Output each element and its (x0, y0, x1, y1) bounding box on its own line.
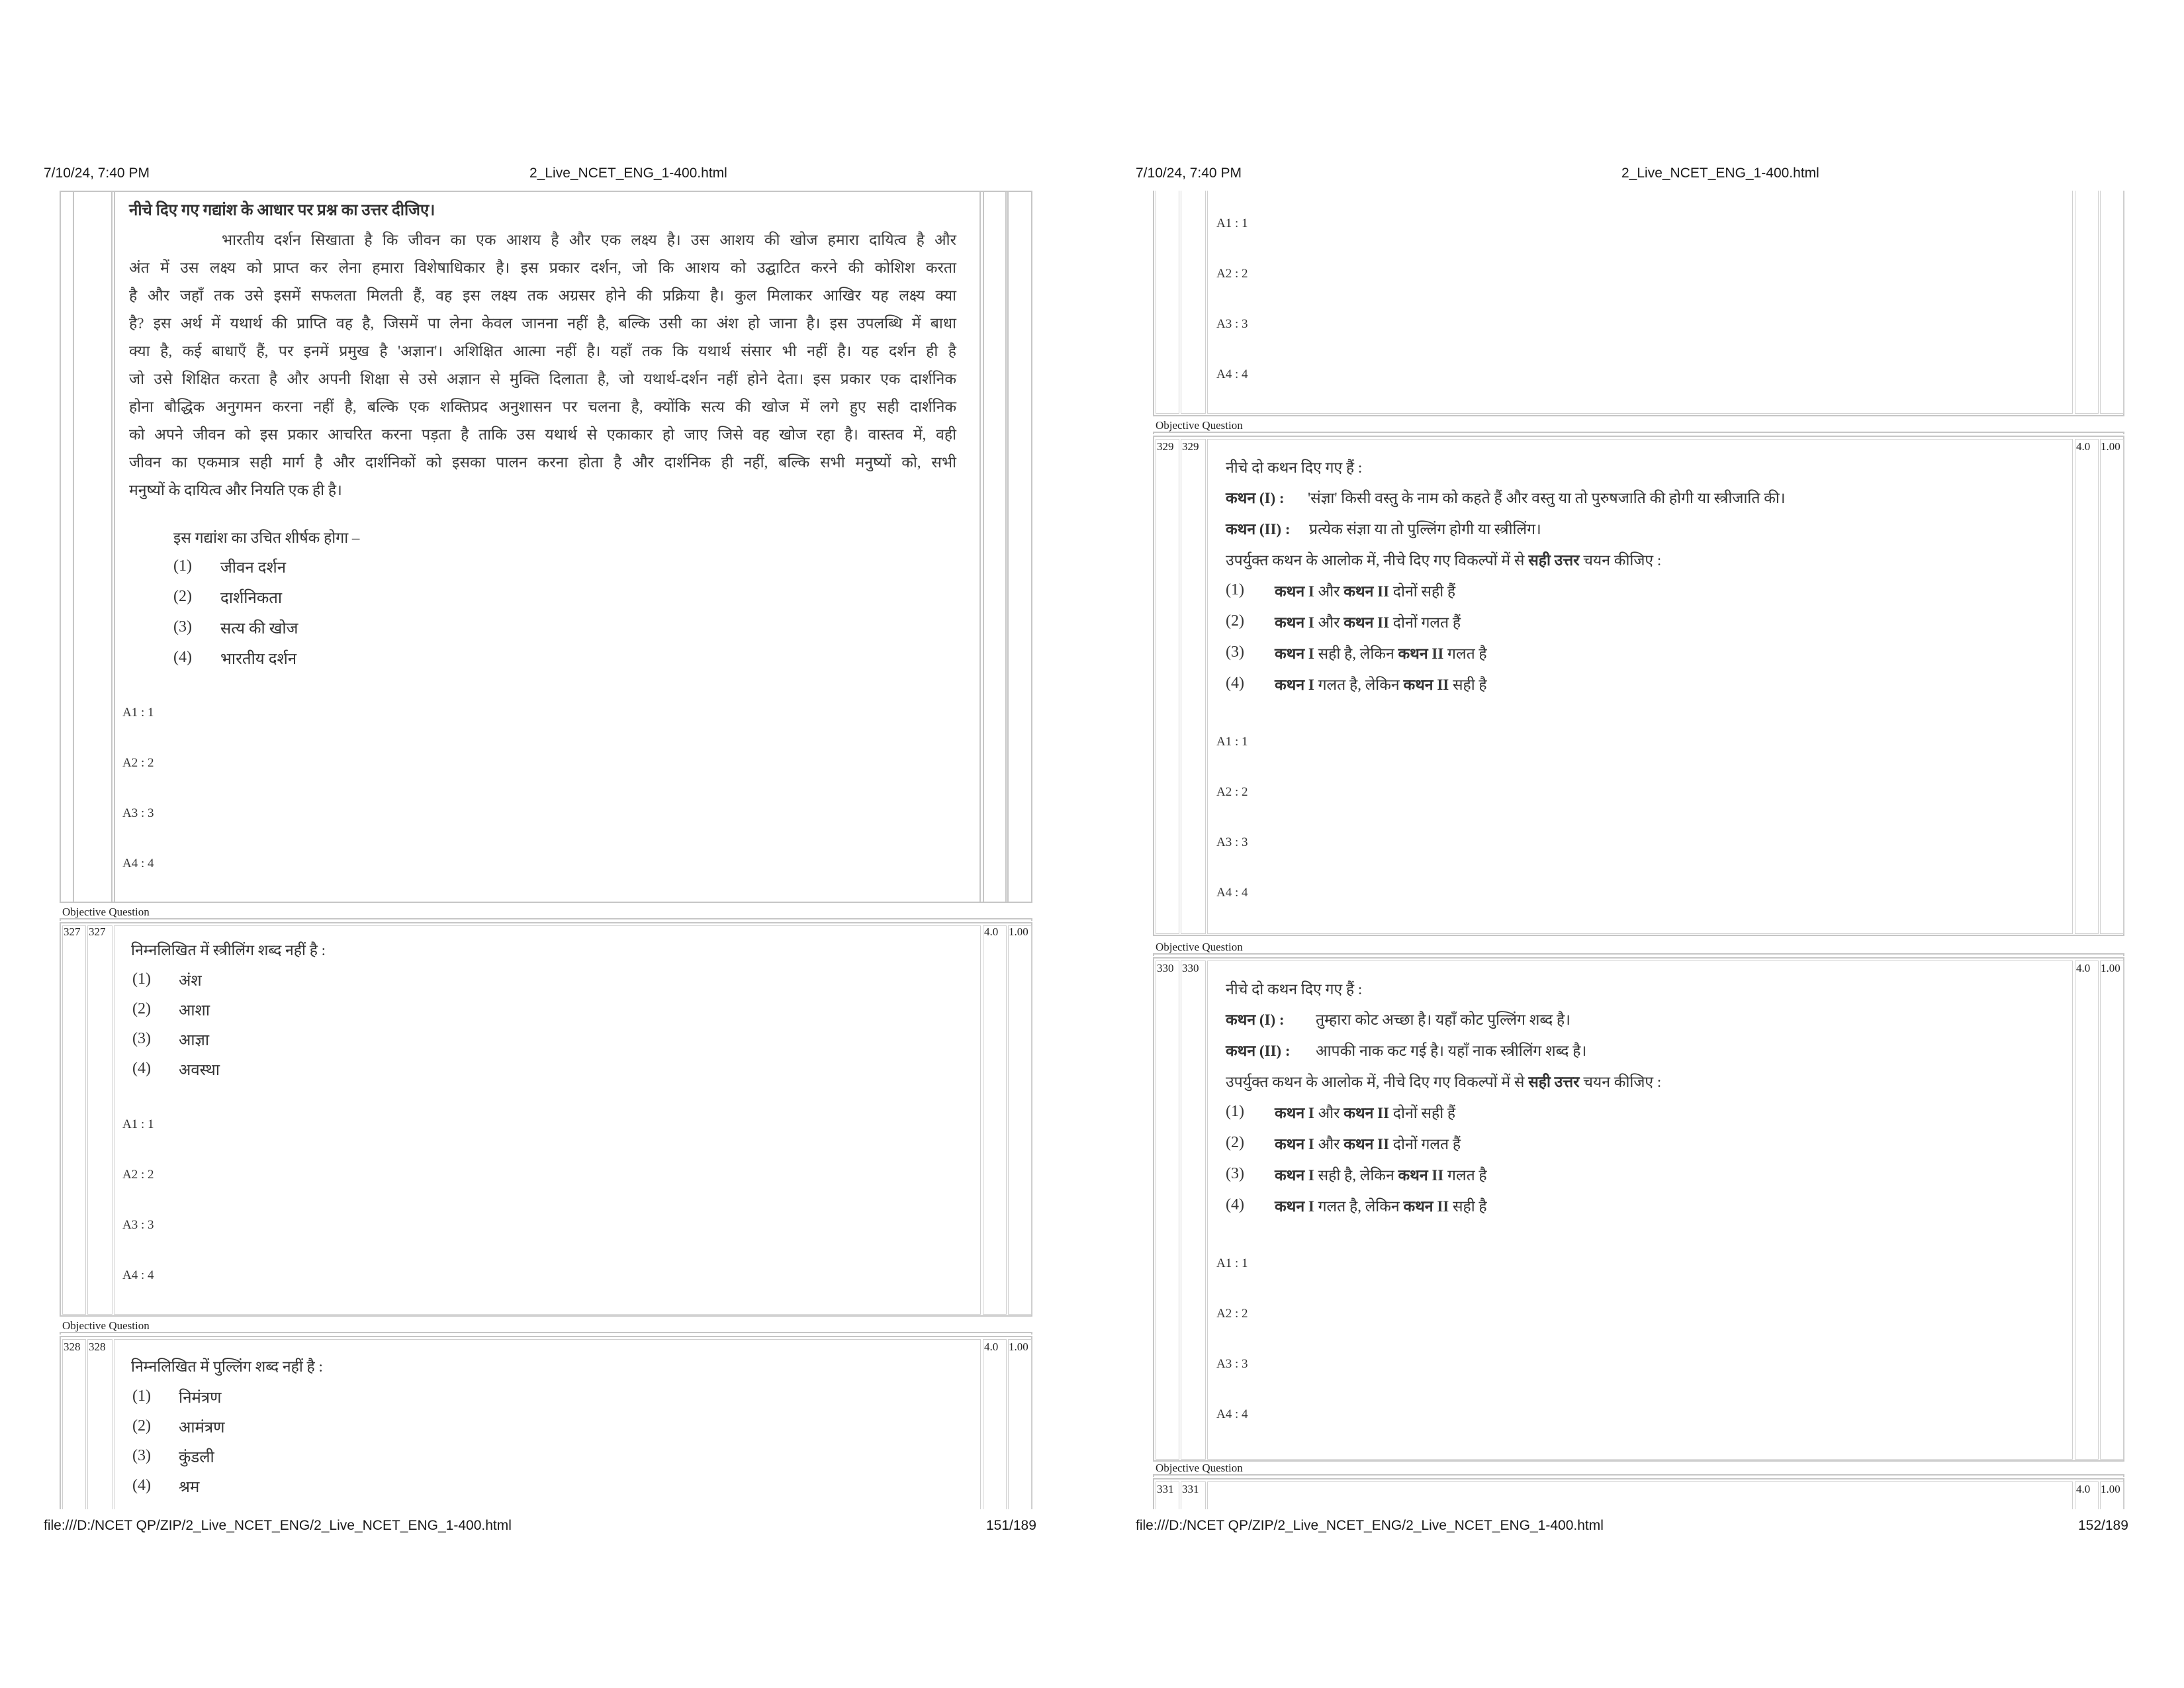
q328-answer-4: A4 : 4 (1216, 367, 1248, 381)
footer-page-number: 151/189 (986, 1518, 1036, 1533)
q327-sno-cell (62, 925, 86, 1315)
q331-body (1207, 1481, 2073, 1509)
q327-answer-1: A1 : 1 (122, 1117, 154, 1131)
q327-body (114, 925, 981, 1315)
q328-separator (60, 1332, 1032, 1335)
q326-answer-2: A2 : 2 (122, 756, 154, 770)
q330-opt3-num: (3) (1226, 1165, 1244, 1182)
q328-cont-sno-cell (1156, 191, 1179, 414)
q330-s1-text: तुम्हारा कोट अच्छा है। यहाँ कोट पुल्लिंग शब्द है। (1316, 1011, 1570, 1028)
q330-marks-cell (2075, 961, 2099, 1460)
q326-passage-line-6: जो उसे शिक्षित करता है और अपनी शिक्षा से उसे अज्ञान से मुक्ति दिलाता है, जो यथार्थ-दर्शन नहीं होने देता। इस प्रकार एक दार्शनिक (129, 371, 956, 387)
q329-opt1-num: (1) (1226, 581, 1244, 598)
q330-answer-1: A1 : 1 (1216, 1256, 1248, 1270)
q330-qid-cell (1181, 961, 1206, 1460)
page-152 (1092, 0, 2184, 1688)
q326-passage-line-3: है और जहाँ तक उसे इसमें सफलता मिलती हैं, वह इस लक्ष्य तक अग्रसर होने की प्रक्रिया है। कुल मिलाकर आखिर यह लक्ष्य क्या (129, 287, 956, 304)
q330-answer-4: A4 : 4 (1216, 1407, 1248, 1421)
q326-passage-line-8: को अपने जीवन को इस प्रकार आचरित करना पड़ता है ताकि उस यथार्थ से एकाकार हो जाए जिसे वह खोज रहा है। वास्तव में, वही (129, 426, 956, 443)
q329-opt2-text: कथन I और कथन II दोनों गलत हैं (1275, 614, 1461, 631)
q329-qid-cell (1181, 439, 1206, 934)
q329-type-label: Objective Question (1156, 419, 1243, 432)
footer-page-number: 152/189 (2078, 1518, 2128, 1533)
q330-neg-cell (2100, 961, 2124, 1460)
q329-neg-cell (2100, 439, 2124, 934)
q330-sno: 330 (1157, 962, 1174, 974)
q330-opt4-text: कथन I गलत है, लेकिन कथन II सही है (1275, 1198, 1487, 1215)
q327-separator (60, 918, 1032, 921)
q327-answer-4: A4 : 4 (122, 1268, 154, 1282)
q327-neg: 1.00 (1009, 925, 1028, 938)
q329-qid: 329 (1182, 440, 1199, 453)
q328-answer-1: A1 : 1 (1216, 216, 1248, 230)
q327-answer-3: A3 : 3 (122, 1218, 154, 1232)
q327-neg-cell (1008, 925, 1032, 1315)
q329-instruction: उपर्युक्त कथन के आलोक में, नीचे दिए गए विकल्पों में से सही उत्तर चयन कीजिए : (1226, 552, 1662, 569)
q328-neg: 1.00 (1009, 1340, 1028, 1353)
q326-opt1-num: (1) (173, 557, 192, 575)
q331-separator (1153, 1474, 2124, 1477)
q327-marks-cell (983, 925, 1007, 1315)
q327-opt4-text: अवस्था (179, 1062, 220, 1079)
q331-type-label: Objective Question (1156, 1462, 1243, 1474)
q327-opt3-text: आज्ञा (179, 1032, 210, 1049)
q330-s2-text: आपकी नाक कट गई है। यहाँ नाक स्त्रीलिंग शब्द है। (1316, 1043, 1587, 1059)
q328-opt4-num: (4) (132, 1477, 151, 1494)
q327-opt2-num: (2) (132, 1000, 151, 1017)
q326-passage-line-7: होना बौद्धिक अनुगमन करना नहीं है, बल्कि एक शक्तिप्रद अनुशासन पर चलना है, क्योंकि सत्य की खोज में लगे हुए सही दार्शनिक (129, 399, 956, 415)
q329-answer-2: A2 : 2 (1216, 785, 1248, 799)
q329-answer-3: A3 : 3 (1216, 835, 1248, 849)
q330-marks: 4.0 (2076, 962, 2091, 974)
q328-opt3-text: कुंडली (179, 1449, 214, 1466)
header-title: 2_Live_NCET_ENG_1-400.html (1621, 165, 1819, 181)
q329-s1-text: 'संज्ञा' किसी वस्तु के नाम को कहते हैं और वस्तु या तो पुरुषजाति की होगी या स्त्रीजाति की। (1308, 490, 1786, 506)
q329-sno: 329 (1157, 440, 1174, 453)
q329-opt3-text: कथन I सही है, लेकिन कथन II गलत है (1275, 645, 1487, 662)
q326-instruction: नीचे दिए गए गद्यांश के आधार पर प्रश्न का उत्तर दीजिए। (129, 202, 435, 219)
q329-answer-4: A4 : 4 (1216, 886, 1248, 900)
q330-opt1-num: (1) (1226, 1103, 1244, 1120)
q327-question: निम्नलिखित में स्त्रीलिंग शब्द नहीं है : (131, 942, 326, 959)
q328-marks-cell (983, 1339, 1007, 1509)
q328-qid: 328 (89, 1340, 106, 1353)
q330-neg: 1.00 (2101, 962, 2120, 974)
q327-opt1-num: (1) (132, 970, 151, 988)
q329-s2-text: प्रत्येक संज्ञा या तो पुल्लिंग होगी या स्त्रीलिंग। (1309, 521, 1541, 538)
q326-question: इस गद्यांश का उचित शीर्षक होगा – (173, 530, 360, 546)
q330-intro: नीचे दो कथन दिए गए हैं : (1226, 981, 1363, 998)
q328-qid-cell (87, 1339, 113, 1509)
q327-type-label: Objective Question (62, 906, 150, 918)
header-title: 2_Live_NCET_ENG_1-400.html (529, 165, 727, 181)
q328-answer-3: A3 : 3 (1216, 317, 1248, 331)
q326-passage-line-1: भारतीय दर्शन सिखाता है कि जीवन का एक आशय है और एक लक्ष्य है। उस आशय की खोज हमारा दायित्व है और (222, 232, 956, 248)
q329-marks: 4.0 (2076, 440, 2091, 453)
q326-answer-4: A4 : 4 (122, 857, 154, 870)
q326-passage-line-4: है? इस अर्थ में यथार्थ की प्राप्ति वह है, जिसमें पा लेना केवल जानना नहीं है, बल्कि उसी का अंश हो जाना है। इस उपलब्धि में बाधा (129, 315, 956, 332)
question-326-marks-col (983, 191, 1007, 903)
q327-opt4-num: (4) (132, 1060, 151, 1077)
q330-opt2-text: कथन I और कथन II दोनों गलत हैं (1275, 1136, 1461, 1152)
q331-neg: 1.00 (2101, 1483, 2120, 1495)
q329-separator (1153, 432, 2124, 434)
q328-opt4-text: श्रम (179, 1479, 200, 1496)
q328-question: निम्नलिखित में पुल्लिंग शब्द नहीं है : (131, 1358, 323, 1375)
q330-separator (1153, 953, 2124, 956)
q326-opt3-text: सत्य की खोज (220, 620, 298, 637)
q330-opt1-text: कथन I और कथन II दोनों सही हैं (1275, 1105, 1456, 1121)
q329-opt4-num: (4) (1226, 675, 1244, 692)
question-326-sno-col (73, 191, 113, 903)
q327-opt1-text: अंश (179, 972, 202, 990)
q331-marks: 4.0 (2076, 1483, 2091, 1495)
header-datetime: 7/10/24, 7:40 PM (1136, 165, 1242, 181)
q329-opt3-num: (3) (1226, 643, 1244, 661)
q326-passage-line-5: क्या है, कई बाधाएँ हैं, पर इनमें प्रमुख है 'अज्ञान'। अशिक्षित आत्मा नहीं है। यहाँ तक कि यथार्थ संसार भी नहीं है। यह दर्शन ही है (129, 343, 956, 359)
q327-marks: 4.0 (984, 925, 999, 938)
q329-s1-label: कथन (I) : (1226, 490, 1285, 506)
q327-sno: 327 (64, 925, 81, 938)
q328-opt2-text: आमंत्रण (179, 1419, 225, 1436)
q326-opt4-num: (4) (173, 649, 192, 666)
q328-cont-marks-cell (2075, 191, 2099, 414)
q328-answer-2: A2 : 2 (1216, 267, 1248, 281)
q328-opt1-text: निमंत्रण (179, 1389, 222, 1407)
question-326-neg-col (1007, 191, 1032, 903)
q326-opt3-num: (3) (173, 618, 192, 635)
q328-type-label: Objective Question (62, 1319, 150, 1332)
q330-instruction: उपर्युक्त कथन के आलोक में, नीचे दिए गए विकल्पों में से सही उत्तर चयन कीजिए : (1226, 1074, 1662, 1090)
q326-opt4-text: भारतीय दर्शन (220, 651, 297, 668)
footer-path[interactable]: file:///D:/NCET QP/ZIP/2_Live_NCET_ENG/2_Live_NCET_ENG_1-400.html (1136, 1518, 1604, 1533)
q328-opt2-num: (2) (132, 1417, 151, 1434)
q326-passage-line-9: जीवन का एकमात्र सही मार्ग है और दार्शनिकों को इसका पालन करना होता है और दार्शनिक ही नहीं, बल्कि सभी मनुष्यों को, सभी (129, 454, 956, 471)
q329-marks-cell (2075, 439, 2099, 934)
q329-opt4-text: कथन I गलत है, लेकिन कथन II सही है (1275, 677, 1487, 693)
q329-neg: 1.00 (2101, 440, 2120, 453)
q326-answer-1: A1 : 1 (122, 706, 154, 720)
q328-sno-cell (62, 1339, 86, 1509)
q331-qid: 331 (1182, 1483, 1199, 1495)
q329-opt2-num: (2) (1226, 612, 1244, 630)
q328-cont-body (1207, 191, 2073, 414)
q330-sno-cell (1156, 961, 1179, 1460)
q328-sno: 328 (64, 1340, 81, 1353)
q330-opt4-num: (4) (1226, 1196, 1244, 1213)
q328-neg-cell (1008, 1339, 1032, 1509)
q328-opt3-num: (3) (132, 1447, 151, 1464)
q329-opt1-text: कथन I और कथन II दोनों सही हैं (1275, 583, 1456, 600)
q330-answer-2: A2 : 2 (1216, 1307, 1248, 1321)
q330-opt2-num: (2) (1226, 1134, 1244, 1151)
q328-cont-neg-cell (2100, 191, 2124, 414)
q328-cont-qid-cell (1181, 191, 1206, 414)
q326-opt2-num: (2) (173, 588, 192, 605)
q329-s2-label: कथन (II) : (1226, 521, 1291, 538)
q327-opt2-text: आशा (179, 1002, 210, 1019)
q330-opt3-text: कथन I सही है, लेकिन कथन II गलत है (1275, 1167, 1487, 1184)
q326-answer-3: A3 : 3 (122, 806, 154, 820)
q326-opt2-text: दार्शनिकता (220, 590, 283, 607)
q328-opt1-num: (1) (132, 1387, 151, 1405)
q326-passage-line-10: मनुष्यों के दायित्व और नियति एक ही है। (129, 482, 342, 498)
q327-opt3-num: (3) (132, 1030, 151, 1047)
q330-s1-label: कथन (I) : (1226, 1011, 1285, 1028)
q326-opt1-text: जीवन दर्शन (220, 559, 287, 577)
q327-qid: 327 (89, 925, 106, 938)
q330-type-label: Objective Question (1156, 941, 1243, 953)
q327-answer-2: A2 : 2 (122, 1168, 154, 1182)
q330-answer-3: A3 : 3 (1216, 1357, 1248, 1371)
q327-qid-cell (87, 925, 113, 1315)
footer-path[interactable]: file:///D:/NCET QP/ZIP/2_Live_NCET_ENG/2_Live_NCET_ENG_1-400.html (44, 1518, 512, 1533)
q329-answer-1: A1 : 1 (1216, 735, 1248, 749)
q329-intro: नीचे दो कथन दिए गए हैं : (1226, 459, 1363, 476)
q330-qid: 330 (1182, 962, 1199, 974)
q326-passage-line-2: अंत में उस लक्ष्य को प्राप्त कर लेना हमारा विशेषाधिकार है। इस प्रकार दर्शन, जो कि आशय को उद्घाटित करने की कोशिश करता (129, 259, 956, 276)
header-datetime: 7/10/24, 7:40 PM (44, 165, 150, 181)
q328-marks: 4.0 (984, 1340, 999, 1353)
q331-sno: 331 (1157, 1483, 1174, 1495)
q330-s2-label: कथन (II) : (1226, 1043, 1291, 1059)
q329-sno-cell (1156, 439, 1179, 934)
